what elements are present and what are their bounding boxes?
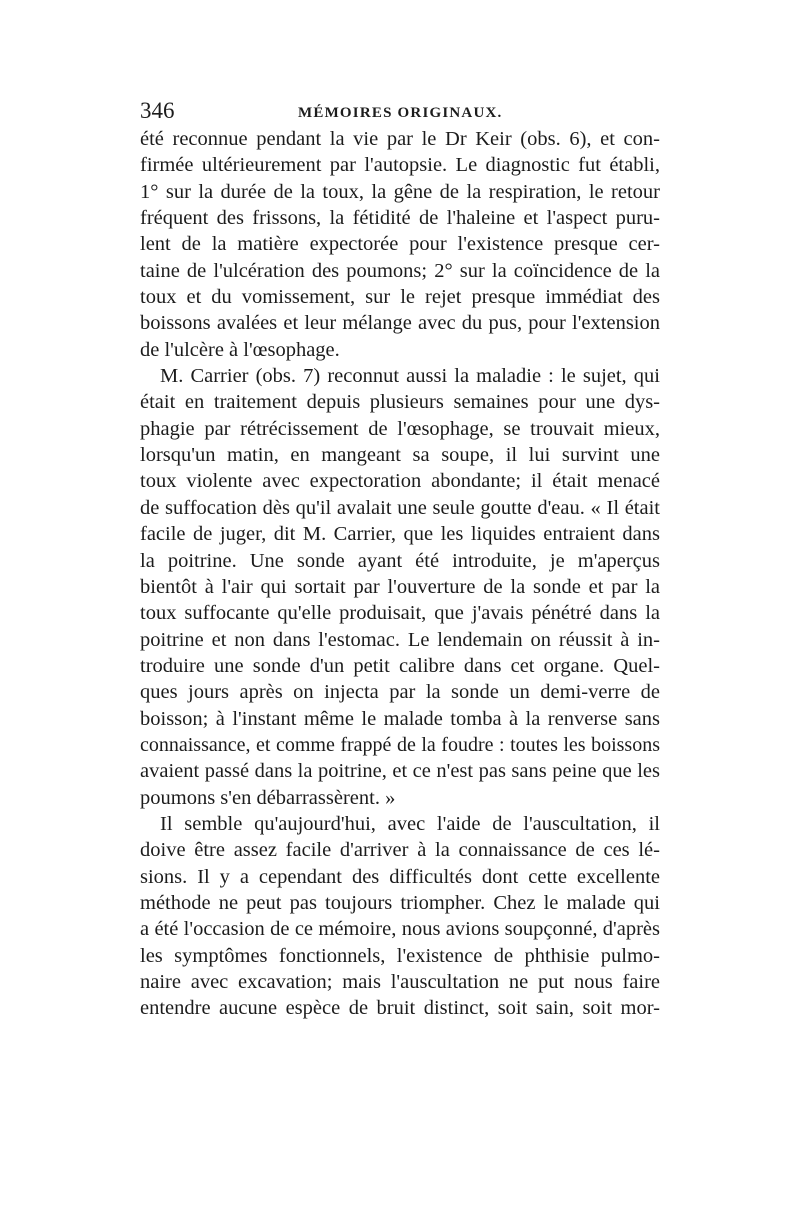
text-line: naire avec excavation; mais l'auscultation ne put nous faire xyxy=(140,971,660,993)
text-line: toux violente avec expectoration abondante; il était menacé xyxy=(140,470,660,493)
text-line: avaient passé dans la poitrine, et ce n'est pas sans peine que les xyxy=(140,760,660,783)
paragraph-first-line: M. Carrier (obs. 7) reconnut aussi la maladie : le sujet, qui xyxy=(160,365,660,388)
running-head xyxy=(140,96,660,126)
text-line: taine de l'ulcération des poumons; 2° sur la coïncidence de la xyxy=(140,259,660,282)
text-line: fréquent des frissons, la fétidité de l'haleine et l'aspect puru- xyxy=(140,207,660,230)
text-line: de l'ulcère à l'œsophage. xyxy=(140,338,340,361)
text-line: toux et du vomissement, sur le rejet presque immédiat des xyxy=(140,286,660,309)
body-text xyxy=(140,126,660,1022)
text-line: sions. Il y a cependant des difficultés dont cette excellente xyxy=(140,865,660,888)
paragraph-first-line: Il semble qu'aujourd'hui, avec l'aide de l'auscultation, il xyxy=(160,812,660,835)
text-line: de suffocation dès qu'il avalait une seule goutte d'eau. « Il était xyxy=(140,496,660,519)
text-line: boissons avalées et leur mélange avec du pus, pour l'extension xyxy=(140,312,660,335)
text-line: facile de juger, dit M. Carrier, que les liquides entraient dans xyxy=(140,523,660,546)
text-line: la poitrine. Une sonde ayant été introduite, je m'aperçus xyxy=(140,549,660,572)
page-number: 346 xyxy=(140,98,175,123)
text-line: doive être assez facile d'arriver à la connaissance de ces lé- xyxy=(140,839,660,862)
text-line: méthode ne peut pas toujours triompher. Chez le malade qui xyxy=(140,891,660,914)
text-line: poitrine et non dans l'estomac. Le lendemain on réussit à in- xyxy=(140,628,660,651)
text-line: phagie par rétrécissement de l'œsophage, se trouvait mieux, xyxy=(140,417,660,440)
text-line: 1° sur la durée de la toux, la gêne de la respiration, le retour xyxy=(140,180,660,203)
text-line: a été l'occasion de ce mémoire, nous avions soupçonné, d'après xyxy=(140,918,660,941)
text-line: était en traitement depuis plusieurs semaines pour une dys- xyxy=(140,391,660,414)
text-line: poumons s'en débarrassèrent. » xyxy=(140,786,396,809)
text-line: boisson; à l'instant même le malade tomba à la renverse sans xyxy=(140,707,660,730)
text-line: les symptômes fonctionnels, l'existence de phthisie pulmo- xyxy=(140,944,660,967)
text-line: entendre aucune espèce de bruit distinct, soit sain, soit mor- xyxy=(140,997,660,1020)
text-line: ques jours après on injecta par la sonde un demi-verre de xyxy=(140,681,660,704)
text-line: connaissance, et comme frappé de la foudre : toutes les boissons xyxy=(140,733,660,756)
running-title: MÉMOIRES ORIGINAUX. xyxy=(298,105,503,121)
text-line: bientôt à l'air qui sortait par l'ouverture de la sonde et par la xyxy=(140,575,660,598)
text-line: lent de la matière expectorée pour l'existence presque cer- xyxy=(140,233,660,256)
text-line: firmée ultérieurement par l'autopsie. Le diagnostic fut établi, xyxy=(140,154,660,177)
text-line: été reconnue pendant la vie par le Dr Keir (obs. 6), et con- xyxy=(140,128,660,150)
text-line: lorsqu'un matin, en mangeant sa soupe, il lui survint une xyxy=(140,444,660,467)
text-line: troduire une sonde d'un petit calibre dans cet organe. Quel- xyxy=(140,654,660,677)
text-line: toux suffocante qu'elle produisait, que j'avais pénétré dans la xyxy=(140,602,660,625)
